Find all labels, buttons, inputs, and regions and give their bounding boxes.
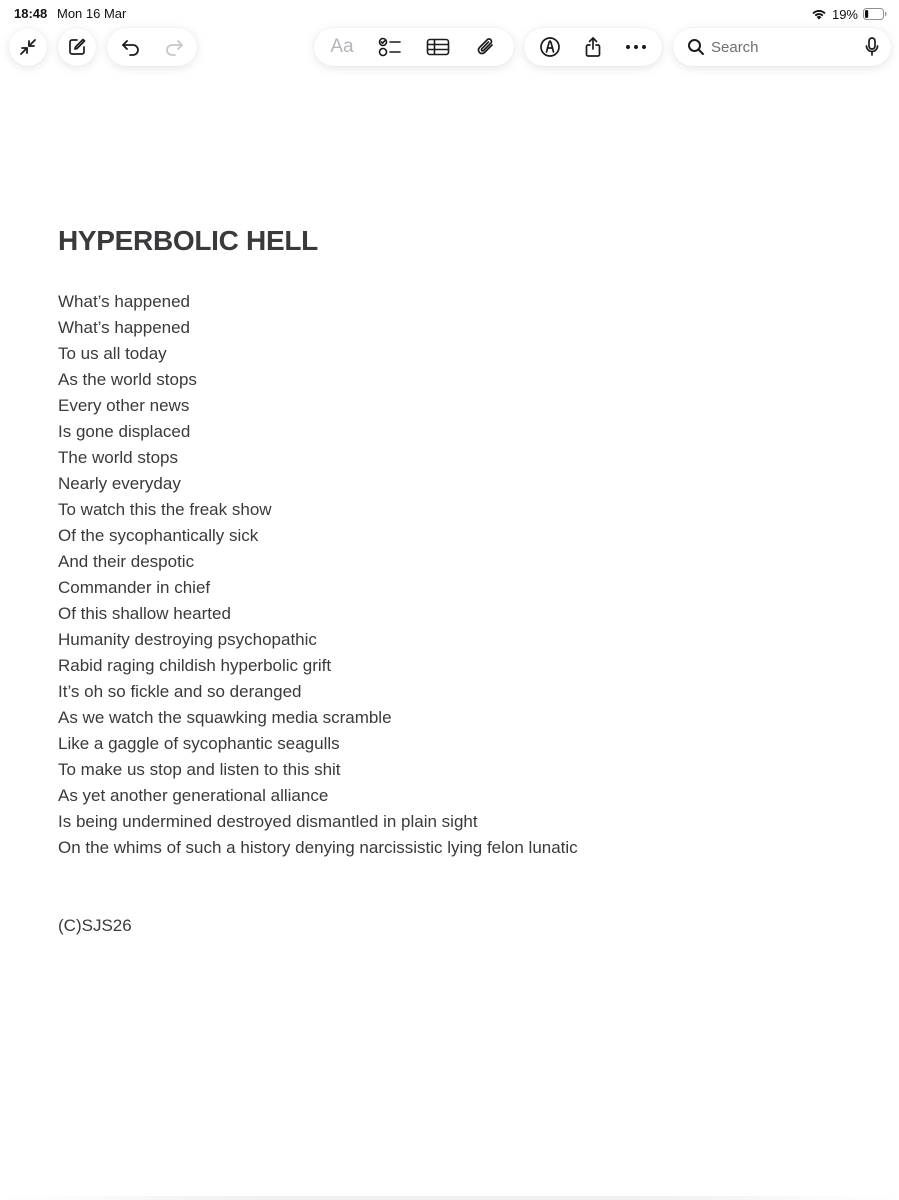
- note-line[interactable]: Nearly everyday: [58, 474, 181, 493]
- note-line[interactable]: To us all today: [58, 344, 167, 363]
- note-title[interactable]: HYPERBOLIC HELL: [58, 225, 318, 256]
- note-signature[interactable]: (C)SJS26: [58, 916, 132, 935]
- note-line[interactable]: And their despotic: [58, 552, 195, 571]
- status-bar: [0, 0, 899, 28]
- checklist-icon[interactable]: [371, 28, 409, 66]
- text-format-icon[interactable]: [323, 28, 361, 66]
- note-line[interactable]: It’s oh so fickle and so deranged: [58, 682, 302, 701]
- battery-icon: [863, 8, 887, 20]
- note-line[interactable]: Is gone displaced: [58, 422, 191, 441]
- new-note-button[interactable]: [58, 28, 96, 66]
- redo-icon[interactable]: [155, 28, 193, 66]
- toolbar: [0, 28, 899, 68]
- note-line[interactable]: Humanity destroying psychopathic: [58, 630, 317, 649]
- battery-level-fill: [865, 10, 868, 18]
- note-line[interactable]: Is being undermined destroyed dismantled in plain sight: [58, 812, 478, 831]
- search-field[interactable]: [673, 28, 891, 66]
- note-body[interactable]: [58, 222, 858, 939]
- collapse-arrows-icon[interactable]: [9, 28, 47, 66]
- status-indicators: [811, 5, 887, 23]
- status-date: Mon 16 Mar: [57, 6, 127, 21]
- markup-pen-icon[interactable]: [531, 28, 569, 66]
- note-line[interactable]: As the world stops: [58, 370, 197, 389]
- bottom-edge: [0, 1196, 899, 1200]
- ellipsis-icon[interactable]: [617, 28, 655, 66]
- note-line[interactable]: Commander in chief: [58, 578, 211, 597]
- note-line[interactable]: Like a gaggle of sycophantic seagulls: [58, 734, 340, 753]
- undo-icon[interactable]: [112, 28, 150, 66]
- battery-percentage: 19%: [831, 6, 858, 22]
- status-time: 18:48: [14, 6, 48, 21]
- note-line[interactable]: To make us stop and listen to this shit: [58, 760, 341, 779]
- note-line[interactable]: The world stops: [58, 448, 178, 467]
- note-line[interactable]: On the whims of such a history denying narcissistic lying felon lunatic: [58, 838, 578, 857]
- search-input[interactable]: [711, 39, 865, 56]
- wifi-icon: [811, 8, 827, 20]
- note-line[interactable]: What’s happened: [58, 318, 191, 337]
- note-line[interactable]: Every other news: [58, 396, 190, 415]
- note-line[interactable]: Of the sycophantically sick: [58, 526, 259, 545]
- note-text[interactable]: [58, 289, 858, 861]
- undo-redo-group: [107, 28, 197, 66]
- compose-icon[interactable]: [58, 28, 96, 66]
- collapse-button[interactable]: [9, 28, 47, 66]
- table-icon[interactable]: [419, 28, 457, 66]
- note-line[interactable]: What’s happened: [58, 292, 191, 311]
- formatting-group: [314, 28, 514, 66]
- note-line[interactable]: As yet another generational alliance: [58, 786, 329, 805]
- note-line[interactable]: Rabid raging childish hyperbolic grift: [58, 656, 332, 675]
- paperclip-icon[interactable]: [467, 28, 505, 66]
- format-label: Aa: [330, 36, 354, 57]
- search-icon: [687, 38, 705, 56]
- share-icon[interactable]: [574, 28, 612, 66]
- note-line[interactable]: As we watch the squawking media scramble: [58, 708, 392, 727]
- note-line[interactable]: Of this shallow hearted: [58, 604, 231, 623]
- actions-group: [524, 28, 662, 66]
- note-line[interactable]: To watch this the freak show: [58, 500, 272, 519]
- microphone-icon[interactable]: [865, 37, 879, 57]
